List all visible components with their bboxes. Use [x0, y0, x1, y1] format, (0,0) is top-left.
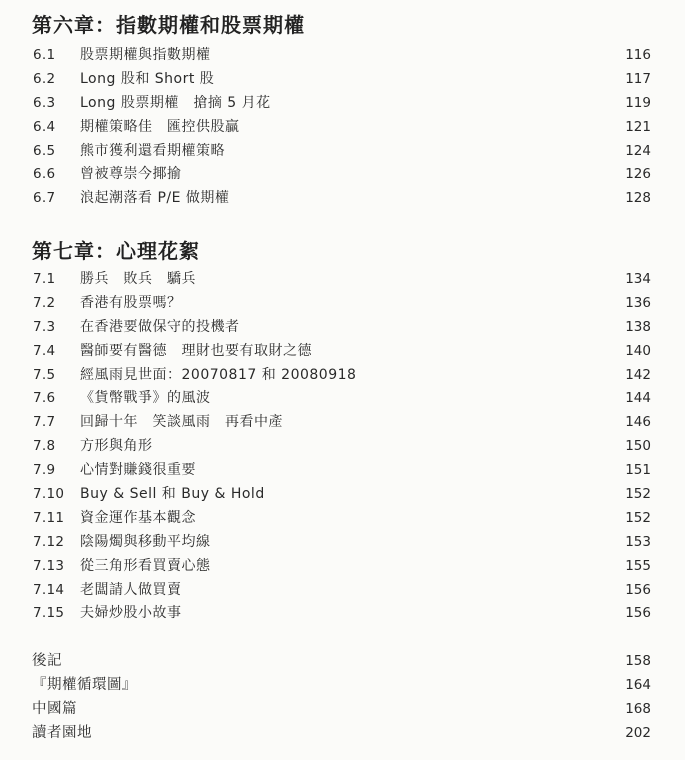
toc-entry[interactable]: [0, 721, 685, 745]
entry-page: 117: [625, 70, 651, 87]
toc-entry[interactable]: [0, 387, 685, 411]
entry-page: 134: [625, 271, 651, 287]
entry-page: 164: [625, 677, 651, 693]
entry-number: 7.9: [33, 462, 56, 479]
entry-page: 124: [625, 142, 651, 159]
entry-page: 136: [625, 294, 651, 311]
chapter-6-list: [0, 44, 685, 211]
entry-title: 『期權循環圖』: [32, 677, 137, 693]
entry-number: 6.7: [33, 190, 56, 207]
entry-title: Long 股票期權 搶摘 5 月花: [80, 94, 271, 111]
toc-entry[interactable]: [0, 602, 685, 626]
toc-entry[interactable]: [0, 411, 685, 435]
toc-entry[interactable]: [0, 364, 685, 388]
entry-title: 從三角形看買賣心態: [80, 557, 211, 574]
entry-page: 152: [625, 509, 651, 526]
toc-entry[interactable]: [0, 163, 685, 187]
entry-page: 142: [625, 366, 651, 383]
chapter-7-heading: 第七章：心理花絮: [32, 239, 200, 263]
entry-title: 股票期權與指數期權: [80, 47, 211, 63]
toc-entry[interactable]: [0, 435, 685, 459]
entry-number: 7.15: [33, 605, 65, 622]
entry-page: 126: [625, 166, 651, 183]
entry-title: 心情對賺錢很重要: [80, 462, 196, 479]
entry-number: 7.12: [33, 533, 65, 550]
entry-number: 7.8: [33, 438, 56, 455]
toc-entry[interactable]: [0, 649, 685, 673]
entry-number: 6.1: [33, 47, 56, 63]
entry-page: 158: [625, 653, 651, 669]
entry-number: 7.10: [33, 486, 65, 503]
entry-page: 202: [625, 725, 651, 741]
entry-number: 6.3: [33, 94, 56, 111]
chapter-7-list: [0, 268, 685, 626]
toc-entry[interactable]: [0, 340, 685, 364]
entry-page: 138: [625, 318, 651, 335]
toc-entry[interactable]: [0, 555, 685, 579]
entry-title: 浪起潮落看 P/E 做期權: [80, 190, 230, 207]
entry-title: 讀者園地: [32, 725, 92, 741]
entry-number: 7.11: [33, 509, 65, 526]
entry-page: 119: [625, 94, 651, 111]
toc-entry[interactable]: [0, 292, 685, 316]
entry-page: 168: [625, 701, 651, 717]
entry-title: 在香港要做保守的投機者: [80, 318, 240, 335]
entry-title: 陰陽燭與移動平均線: [80, 533, 211, 550]
entry-page: 150: [625, 438, 651, 455]
entry-number: 7.3: [33, 318, 56, 335]
toc-entry[interactable]: [0, 140, 685, 164]
toc-entry[interactable]: [0, 316, 685, 340]
toc-entry[interactable]: [0, 44, 685, 68]
toc-entry[interactable]: [0, 92, 685, 116]
entry-page: 121: [625, 118, 651, 135]
entry-title: 回歸十年 笑談風雨 再看中產: [80, 414, 283, 431]
entry-title: 老闆請人做買賣: [80, 581, 182, 598]
entry-page: 152: [625, 486, 651, 503]
entry-page: 116: [625, 47, 651, 63]
entry-number: 6.4: [33, 118, 56, 135]
toc-entry[interactable]: [0, 697, 685, 721]
entry-title: 經風雨見世面：20070817 和 20080918: [80, 366, 357, 383]
toc-entry[interactable]: [0, 459, 685, 483]
entry-number: 7.7: [33, 414, 56, 431]
entry-page: 146: [625, 414, 651, 431]
chapter-6-heading: 第六章：指數期權和股票期權: [32, 13, 305, 37]
toc-entry[interactable]: [0, 68, 685, 92]
toc-entry[interactable]: [0, 579, 685, 603]
entry-title: Buy & Sell 和 Buy & Hold: [80, 486, 265, 503]
toc-entry[interactable]: [0, 673, 685, 697]
toc-entry[interactable]: [0, 507, 685, 531]
entry-page: 140: [625, 342, 651, 359]
entry-title: 後記: [32, 653, 62, 669]
entry-title: 醫師要有醫德 理財也要有取財之德: [80, 342, 312, 359]
entry-page: 156: [625, 605, 651, 622]
entry-title: 《貨幣戰爭》的風波: [80, 390, 211, 407]
entry-page: 153: [625, 533, 651, 550]
entry-number: 7.1: [33, 271, 56, 287]
entry-page: 144: [625, 390, 651, 407]
entry-title: 曾被尊崇今揶揄: [80, 166, 182, 183]
entry-title: 中國篇: [32, 701, 77, 717]
entry-page: 151: [625, 462, 651, 479]
entry-title: 方形與角形: [80, 438, 153, 455]
toc-entry[interactable]: [0, 268, 685, 292]
entry-number: 6.5: [33, 142, 56, 159]
toc-entry[interactable]: [0, 531, 685, 555]
entry-title: 期權策略佳 匯控供股贏: [80, 118, 240, 135]
entry-title: 勝兵 敗兵 驕兵: [80, 271, 196, 287]
entry-number: 7.13: [33, 557, 65, 574]
entry-number: 6.6: [33, 166, 56, 183]
entry-title: 香港有股票嗎？: [80, 294, 182, 311]
toc-entry[interactable]: [0, 187, 685, 211]
toc-entry[interactable]: [0, 116, 685, 140]
entry-number: 6.2: [33, 70, 56, 87]
entry-number: 7.5: [33, 366, 56, 383]
toc-entry[interactable]: [0, 483, 685, 507]
entry-number: 7.4: [33, 342, 56, 359]
back-matter-list: [0, 649, 685, 745]
entry-number: 7.2: [33, 294, 56, 311]
entry-title: 資金運作基本觀念: [80, 509, 196, 526]
entry-number: 7.14: [33, 581, 65, 598]
entry-title: 熊市獲利還看期權策略: [80, 142, 225, 159]
entry-page: 156: [625, 581, 651, 598]
entry-number: 7.6: [33, 390, 56, 407]
entry-page: 155: [625, 557, 651, 574]
entry-title: Long 股和 Short 股: [80, 70, 215, 87]
entry-page: 128: [625, 190, 651, 207]
entry-title: 夫婦炒股小故事: [80, 605, 182, 622]
